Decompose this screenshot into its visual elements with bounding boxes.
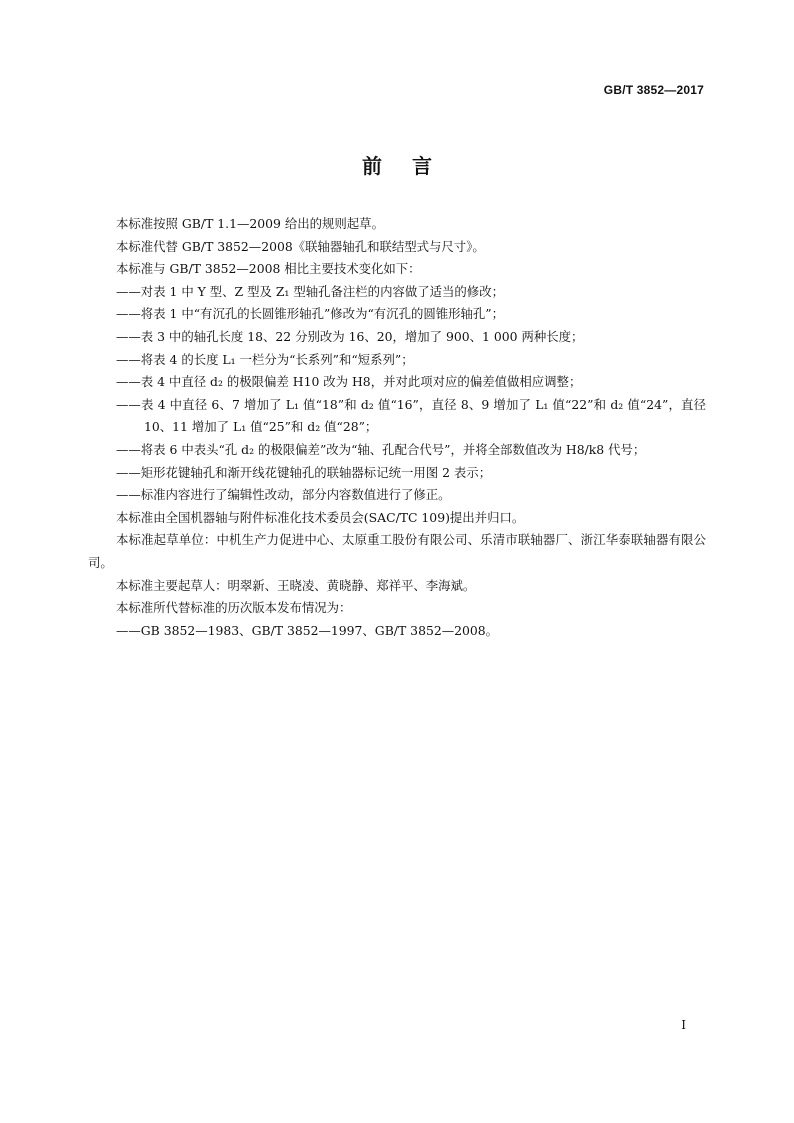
page-number: I (681, 1018, 686, 1032)
change-list-item: ——将表 6 中表头“孔 d₂ 的极限偏差”改为“轴、孔配合代号”，并将全部数值改为 H8/k8 代号； (116, 441, 646, 457)
page-title: 前言 (362, 154, 462, 178)
paragraph: 本标准与 GB/T 3852—2008 相比主要技术变化如下： (116, 261, 421, 277)
change-list-item: ——表 3 中的轴孔长度 18、22 分别改为 16、20，增加了 900、1 000 两种长度； (116, 328, 584, 344)
history-list-item: ——GB 3852—1983、GB/T 3852—1997、GB/T 3852—2008。 (116, 622, 499, 638)
change-list-item: ——表 4 中直径 d₂ 的极限偏差 H10 改为 H8，并对此项对应的偏差值做相应调整； (116, 374, 582, 390)
paragraph: 本标准主要起草人：明翠新、王晓凌、黄晓静、郑祥平、李海斌。 (116, 577, 476, 593)
foreword-body (88, 213, 706, 642)
change-list-item: ——标准内容进行了编辑性改动，部分内容数值进行了修正。 (116, 487, 451, 503)
change-list-item: ——表 4 中直径 6、7 增加了 L₁ 值“18”和 d₂ 值“16”，直径 8、9 增加了 L₁ 值“22”和 d₂ 值“24”，直径 10、11 增加了 L₁ 值“25”和 d₂ 值“28”； (116, 396, 706, 435)
paragraph: 本标准由全国机器轴与附件标准化技术委员会(SAC/TC 109)提出并归口。 (116, 509, 525, 525)
paragraph: 本标准按照 GB/T 1.1—2009 给出的规则起草。 (116, 216, 384, 231)
change-list-item: ——矩形花键轴孔和渐开线花键轴孔的联轴器标记统一用图 2 表示； (116, 464, 492, 480)
standard-code-header: GB/T 3852—2017 (603, 83, 704, 97)
paragraph: 本标准代替 GB/T 3852—2008《联轴器轴孔和联结型式与尺寸》。 (116, 238, 485, 254)
change-list-item: ——将表 1 中“有沉孔的长圆锥形轴孔”修改为“有沉孔的圆锥形轴孔”； (116, 306, 505, 322)
paragraph: 本标准所代替标准的历次版本发布情况为： (116, 600, 352, 616)
paragraph: 本标准起草单位：中机生产力促进中心、太原重工股份有限公司、乐清市联轴器厂、浙江华泰联轴器有限公司。 (88, 532, 706, 570)
change-list-item: ——将表 4 的长度 L₁ 一栏分为“长系列”和“短系列”； (116, 351, 414, 367)
change-list-item: ——对表 1 中 Y 型、Z 型及 Z₁ 型轴孔备注栏的内容做了适当的修改； (116, 283, 504, 299)
